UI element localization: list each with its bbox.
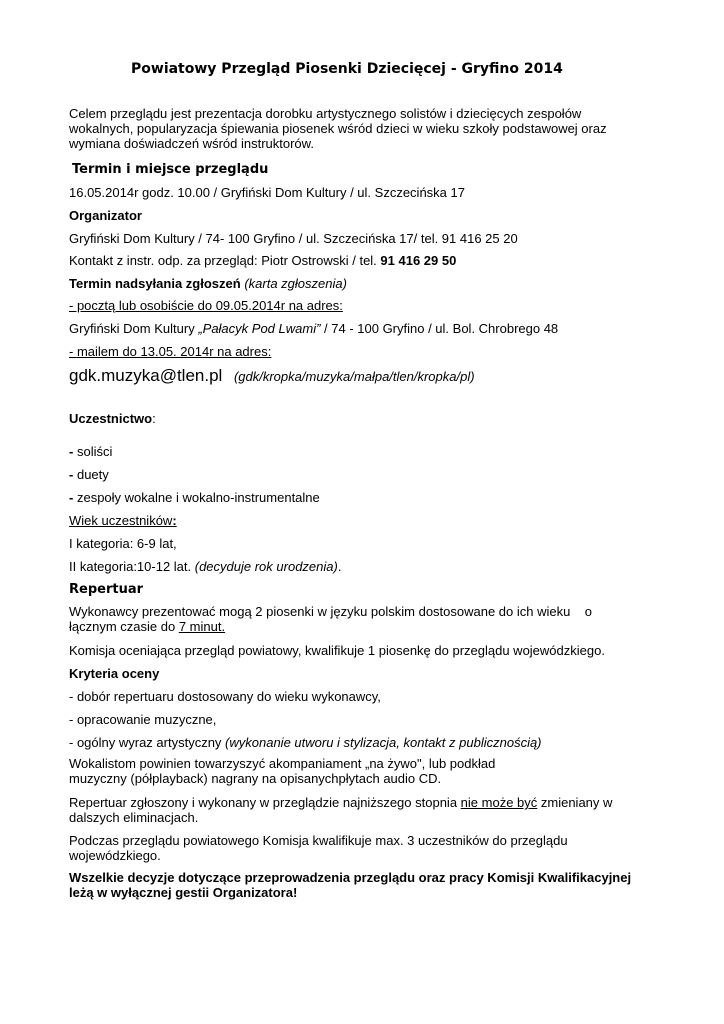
termin-heading: Termin i miejsce przeglądu <box>72 162 269 177</box>
uczestnictwo-heading: Uczestnictwo <box>69 411 153 426</box>
final-notice-line: leżą w wyłącznej gestii Organizatora! <box>69 885 298 900</box>
uczestnictwo-heading-row <box>69 411 649 426</box>
zgloszenia-note: (karta zgłoszenia) <box>244 276 347 291</box>
termin-text: 16.05.2014r godz. 10.00 / Gryfiński Dom Kultury / ul. Szczecińska 17 <box>69 185 465 200</box>
list-item: - zespoły wokalne i wokalno-instrumentalne <box>69 490 320 505</box>
repertoire-change-line: dalszych eliminacjach. <box>69 810 199 825</box>
repertuar-paragraph-2: Komisja oceniająca przegląd powiatowy, kwalifikuje 1 piosenkę do przeglądu wojewódzkiego. <box>69 643 605 658</box>
list-item-label: zespoły wokalne i wokalno-instrumentalne <box>76 490 320 505</box>
zgloszenia-heading-row <box>69 276 649 291</box>
list-item-label: duety <box>76 467 109 482</box>
repertoire-change-prefix: Repertuar zgłoszony i wykonany w przeglądzie najniższego stopnia <box>69 795 461 810</box>
repertuar-line-prefix: łącznym czasie do <box>69 619 179 634</box>
zgloszenia-heading: Termin nadsyłania zgłoszeń <box>69 276 241 291</box>
organizator-contact <box>69 253 649 268</box>
age-heading-row <box>69 513 649 528</box>
kryteria-item <box>69 735 649 750</box>
kryteria-heading: Kryteria oceny <box>69 666 160 681</box>
address-italic: „Pałacyk Pod Lwami” <box>198 321 321 336</box>
accompaniment-line: muzyczny (półplayback) nagrany na opisanychpłytach audio CD. <box>69 771 442 786</box>
repertuar-line: Wykonawcy prezentować mogą 2 piosenki w języku polskim dostosowane do ich wieku o <box>69 604 593 619</box>
repertoire-change-emphasis: nie może być <box>460 795 538 810</box>
repertuar-heading: Repertuar <box>69 582 144 597</box>
post-deadline <box>69 298 649 313</box>
qualification-line: wojewódzkiego. <box>69 848 161 863</box>
repertuar-paragraph-1 <box>69 604 649 634</box>
repertuar-line-2 <box>69 619 649 634</box>
accompaniment-line: Wokalistom powinien towarzyszyć akompaniament „na żywo", lub podkład <box>69 756 496 771</box>
kryteria-item: - dobór repertuaru dostosowany do wieku wykonawcy, <box>69 689 381 704</box>
intro-line: wokalnych, popularyzacja śpiewania piosenek wśród dzieci w wieku szkoły podstawowej oraz <box>69 121 607 136</box>
contact-label: Kontakt z instr. odp. za przegląd: Piotr Ostrowski / tel. <box>69 253 381 268</box>
uczestnictwo-colon: : <box>152 411 156 426</box>
kryteria-item: - opracowanie muzyczne, <box>69 712 217 727</box>
list-item-label: soliści <box>76 444 113 459</box>
repertoire-change-suffix: zmieniany w <box>537 795 613 810</box>
mail-deadline-text: - mailem do 13.05. 2014r na adres: <box>69 344 272 359</box>
intro-line: Celem przeglądu jest prezentacja dorobku artystycznego solistów i dziecięcych zespołów <box>69 106 582 121</box>
postal-address <box>69 321 649 336</box>
list-item: - duety <box>69 467 109 482</box>
age-heading: Wiek uczestników <box>69 513 173 528</box>
repertoire-change-paragraph <box>69 795 649 825</box>
address-prefix: Gryfiński Dom Kultury <box>69 321 199 336</box>
document-title: Powiatowy Przegląd Piosenki Dziecięcej - Gryfino 2014 <box>131 61 563 77</box>
organizator-heading: Organizator <box>69 208 142 223</box>
kryteria-item-note: (wykonanie utworu i stylizacja, kontakt z publicznością) <box>225 735 542 750</box>
cat2-end: . <box>337 559 342 574</box>
final-notice <box>69 870 669 900</box>
age-category-2 <box>69 559 649 574</box>
email-address[interactable]: gdk.muzyka@tlen.pl <box>69 366 223 385</box>
intro-paragraph <box>69 106 649 151</box>
qualification-line: Podczas przeglądu powiatowego Komisja kwalifikuje max. 3 uczestników do przeglądu <box>69 833 568 848</box>
list-item: - soliści <box>69 444 113 459</box>
age-colon: : <box>172 513 177 528</box>
email-spelled: (gdk/kropka/muzyka/małpa/tlen/kropka/pl) <box>233 369 475 384</box>
contact-phone: 91 416 29 50 <box>380 253 457 268</box>
repertuar-time-limit: 7 minut. <box>178 619 226 634</box>
organizator-address: Gryfiński Dom Kultury / 74- 100 Gryfino / ul. Szczecińska 17/ tel. 91 416 25 20 <box>69 231 518 246</box>
address-suffix: / 74 - 100 Gryfino / ul. Bol. Chrobrego 48 <box>320 321 559 336</box>
final-notice-line: Wszelkie decyzje dotyczące przeprowadzenia przeglądu oraz pracy Komisji Kwalifikacyjnej <box>69 870 632 885</box>
kryteria-item-label: - ogólny wyraz artystyczny <box>69 735 226 750</box>
age-category-1: I kategoria: 6-9 lat, <box>69 536 177 551</box>
cat2-note: (decyduje rok urodzenia) <box>194 559 338 574</box>
post-deadline-text: - pocztą lub osobiście do 09.05.2014r na adres: <box>69 298 343 313</box>
accompaniment-paragraph <box>69 756 649 786</box>
mail-deadline <box>69 344 649 359</box>
qualification-paragraph <box>69 833 649 863</box>
cat2-text: II kategoria:10-12 lat. <box>69 559 195 574</box>
intro-line: wymiana doświadczeń wśród instruktorów. <box>69 136 314 151</box>
repertoire-change-line <box>69 795 649 810</box>
email-row <box>69 366 649 387</box>
